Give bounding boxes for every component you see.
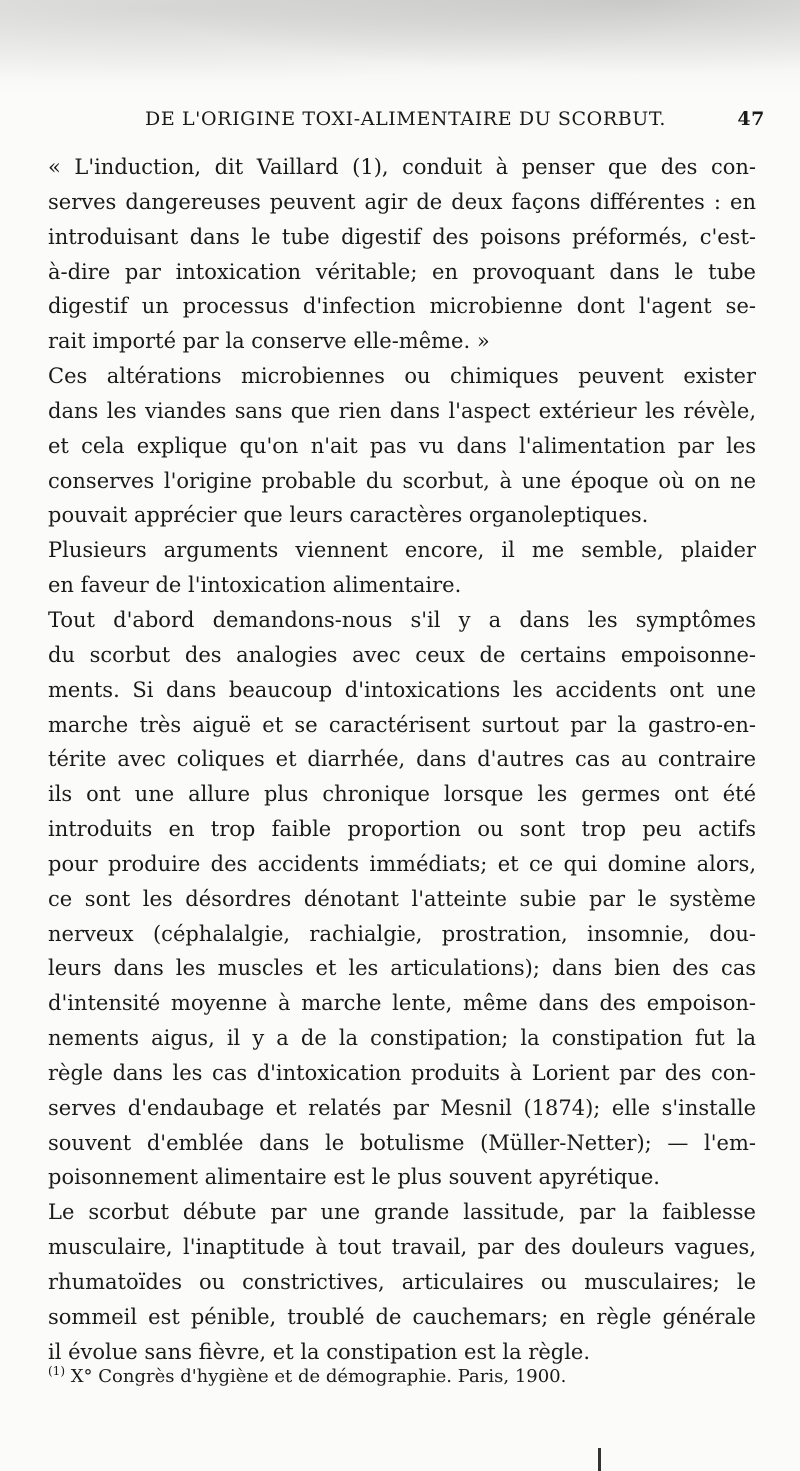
text-line: souvent d'emblée dans le botulisme (Müller-Netter); — l'em- xyxy=(48,1130,756,1155)
footnote-text: X° Congrès d'hygiène et de démographie. Paris, 1900. xyxy=(70,1366,567,1387)
text-line: ils ont une allure plus chronique lorsque les germes ont été xyxy=(48,782,756,807)
text-line: pouvait apprécier que leurs caractères organoleptiques. xyxy=(48,503,649,528)
text-line: ce sont les désordres dénotant l'atteinte subie par le système xyxy=(48,886,756,911)
text-line: en faveur de l'intoxication alimentaire. xyxy=(48,573,462,598)
text-line: il évolue sans fièvre, et la constipation est la règle. xyxy=(48,1339,591,1364)
text-line: musculaire, l'inaptitude à tout travail, par des douleurs vagues, xyxy=(48,1235,756,1260)
text-line: à-dire par intoxication véritable; en provoquant dans le tube xyxy=(48,259,756,284)
scan-mark xyxy=(598,1448,601,1471)
scan-noise xyxy=(0,0,800,95)
footnote-marker: (1) xyxy=(48,1364,65,1378)
text-line: digestif un processus d'infection microbienne dont l'agent se- xyxy=(48,294,756,319)
text-line: ments. Si dans beaucoup d'intoxications les accidents ont une xyxy=(48,677,756,702)
text-line: rhumatoïdes ou constrictives, articulaires ou musculaires; le xyxy=(48,1270,756,1294)
text-line: et cela explique qu'on n'ait pas vu dans l'alimentation par les xyxy=(48,433,756,458)
text-line: d'intensité moyenne à marche lente, même dans des empoison- xyxy=(48,991,756,1016)
text-line: serves dangereuses peuvent agir de deux façons différentes : en xyxy=(48,189,756,214)
text-line: marche très aiguë et se caractérisent surtout par la gastro-en- xyxy=(48,712,756,737)
page-number: 47 xyxy=(737,108,765,130)
running-title: DE L'ORIGINE TOXI-ALIMENTAIRE DU SCORBUT. xyxy=(145,108,667,130)
text-line: térite avec coliques et diarrhée, dans d'autres cas au contraire xyxy=(48,747,756,772)
text-line: Ces altérations microbiennes ou chimiques peuvent exister xyxy=(48,364,756,389)
text-line: du scorbut des analogies avec ceux de certains empoisonne- xyxy=(48,642,756,667)
text-line: pour produire des accidents immédiats; et ce qui domine alors, xyxy=(48,851,756,876)
text-line: introduits en trop faible proportion ou sont trop peu actifs xyxy=(48,817,756,842)
text-line: conserves l'origine probable du scorbut, à une époque où on ne xyxy=(48,468,756,493)
body-text xyxy=(48,150,756,1370)
text-line: introduisant dans le tube digestif des poisons préformés, c'est- xyxy=(48,224,756,249)
text-line: Tout d'abord demandons-nous s'il y a dans les symptômes xyxy=(48,607,756,632)
text-line: Plusieurs arguments viennent encore, il me semble, plaider xyxy=(48,538,756,563)
text-line: règle dans les cas d'intoxication produits à Lorient par des con- xyxy=(48,1060,756,1085)
text-line: serves d'endaubage et relatés par Mesnil (1874); elle s'installe xyxy=(48,1095,756,1120)
text-line: nements aigus, il y a de la constipation; la constipation fut la xyxy=(48,1026,756,1051)
text-line: « L'induction, dit Vaillard (1), conduit à penser que des con- xyxy=(48,155,756,179)
text-line: sommeil est pénible, troublé de cauchemars; en règle générale xyxy=(48,1304,756,1329)
text-line: nerveux (céphalalgie, rachialgie, prostration, insomnie, dou- xyxy=(48,921,756,946)
text-line: poisonnement alimentaire est le plus souvent apyrétique. xyxy=(48,1165,660,1190)
footnote xyxy=(48,1364,748,1387)
text-line: rait importé par la conserve elle-même. » xyxy=(48,329,490,354)
text-line: dans les viandes sans que rien dans l'aspect extérieur les révèle, xyxy=(48,398,756,423)
text-line: Le scorbut débute par une grande lassitude, par la faiblesse xyxy=(48,1200,756,1225)
text-line: leurs dans les muscles et les articulations); dans bien des cas xyxy=(48,956,756,981)
running-head xyxy=(145,108,765,134)
